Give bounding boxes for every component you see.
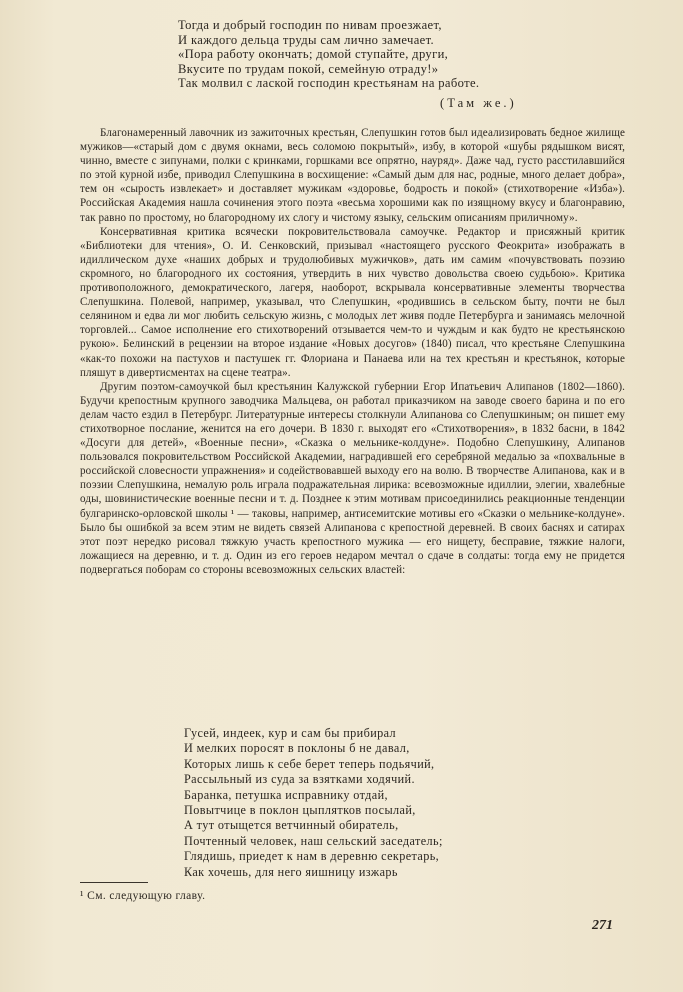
footnote-divider xyxy=(80,882,148,883)
poem-line: Повытчице в поклон цыплятков посылай, xyxy=(184,803,416,818)
quoted-poem xyxy=(184,726,443,880)
poem-line: Так молвил с лаской господин крестьянам на работе. xyxy=(178,76,480,91)
poem-attribution xyxy=(440,96,517,111)
paragraph: Благонамеренный лавочник из зажиточных крестьян, Слепушкин готов был идеализировать бедное жилище мужиков—«старый дом с двумя окнами, весь соломою покрытый», избу, в которой «шубы рядышком висят, чинно, вместе с зипунами, полки с кринками, горшками все опрятно, науряд». Даже чад, густо расстилавшийся по этой курной избе, приводил Слепушкина в восхищение: «Самый дым для нас, родные, много делает добра», тем он «сырость извлекает» и доставляет мужикам «здоровье, бодрость и покой» (стихотворение «Изба»). Российская Академия нашла сочинения этого поэта «весьма хорошими как по изящному вкусу и благонравию, так равно по простому, но благородному их слогу и чистому языку, сельским описаниям приличному». xyxy=(80,127,625,224)
poem-line: И каждого дельца труды сам лично замечает. xyxy=(178,32,434,47)
page-number: 271 xyxy=(592,918,613,933)
poem-line: Баранка, петушка исправнику отдай, xyxy=(184,787,388,802)
poem-line: А тут отыщется ветчинный обиратель, xyxy=(184,818,399,833)
poem-line: Глядишь, приедет к нам в деревню секретарь, xyxy=(184,849,440,864)
body-text xyxy=(80,126,625,577)
poem-line: Гусей, индеек, кур и сам бы прибирал xyxy=(184,726,397,740)
poem-line: «Пора работу окончать; домой ступайте, други, xyxy=(178,47,449,62)
poem-line: Тогда и добрый господин по нивам проезжает, xyxy=(178,18,442,32)
attribution-text: (Там же.) xyxy=(440,96,517,110)
poem-line: Вкусите по трудам покой, семейную отраду!» xyxy=(178,61,439,76)
paragraph: Другим поэтом-самоучкой был крестьянин Калужской губернии Егор Ипатьевич Алипанов (1802—1860). Будучи крепостным крупного заводчика Мальцева, он работал приказчиком на заводе своего барина и по его делам часто ездил в Петербург. Литературные интересы столкнули Алипанова со Слепушкиным; он пишет ему стихотворное послание, женится на его дочери. В 1830 г. выходят его «Стихотворения», в 1832 басни, в 1842 «Досуги для детей», «Военные песни», «Сказка о мельнике-колдуне». Подобно Слепушкину, Алипанов пользовался покровительством Российской Академии, наградившей его серебряной медалью за «похвальные в российской словесности упражнения» и содействовавшей выходу его на волю. В творчестве Алипанова, как и в поэзии Слепушкина, немалую роль играла подражательная лирика: всевозможные идиллии, элегии, хвалебные оды, шовинистические военные песни и т. д. Позднее к этим мотивам присоединились реакционные тенденции булгаринско-орловской школы ¹ — таковы, например, антисемитские мотивы его «Сказки о мельнике-колдуне». Было бы ошибкой за всем этим не видеть связей Алипанова с крепостной деревней. В своих баснях и сатирах этот поэт нередко рисовал тяжкую участь крепостного мужика — его нищету, бесправие, тяжкие налоги, ложащиеся на деревню, и т. д. Один из его героев недаром мечтал о сдаче в солдаты: тогда ему не придется подвергаться поборам со стороны всевозможных сельских властей: xyxy=(80,380,625,576)
poem-line: И мелких поросят в поклоны б не давал, xyxy=(184,741,410,756)
poem-line: Которых лишь к себе берет теперь подьячий, xyxy=(184,756,435,771)
epigraph-poem xyxy=(178,18,479,91)
poem-line: Как хочешь, для него яишницу изжарь xyxy=(184,864,398,879)
paragraph: Консервативная критика всячески покровительствовала самоучке. Редактор и присяжный критик «Библиотеки для чтения», О. И. Сенковский, призывал «настоящего русского Феокрита» изображать в идиллическом духе «наших добрых и трудолюбивых мужичков», дать им самим «почувствовать поэзию скромного, но благородного их состояния, утвердить в них чувство довольства своею судьбою». Критика противоположного, демократического, лагеря, наоборот, вскрывала консервативные элементы творчества Слепушкина. Полевой, например, указывал, что Слепушкин, «родившись в сельском быту, почти не был селянином и едва ли мог любить сельскую жизнь, с молодых лет живя подле Петербурга и занимаясь мелочной торговлей... Самое исполнение его стихотворений отзывается чем-то и чуждым и как будто не крестьянскою рукою». Белинский в рецензии на второе издание «Новых досугов» (1840) писал, что крестьяне Слепушкина «как-то похожи на пастухов и пастушек гг. Флориана и Панаева или на тех крестьян и крестьянок, которые пляшут в дивертисментах на сцене театра». xyxy=(80,225,625,379)
poem-line: Почтенный человек, наш сельский заседатель; xyxy=(184,833,443,848)
footnote: ¹ См. следующую главу. xyxy=(80,890,206,902)
poem-line: Рассыльный из суда за взятками ходячий. xyxy=(184,772,415,787)
